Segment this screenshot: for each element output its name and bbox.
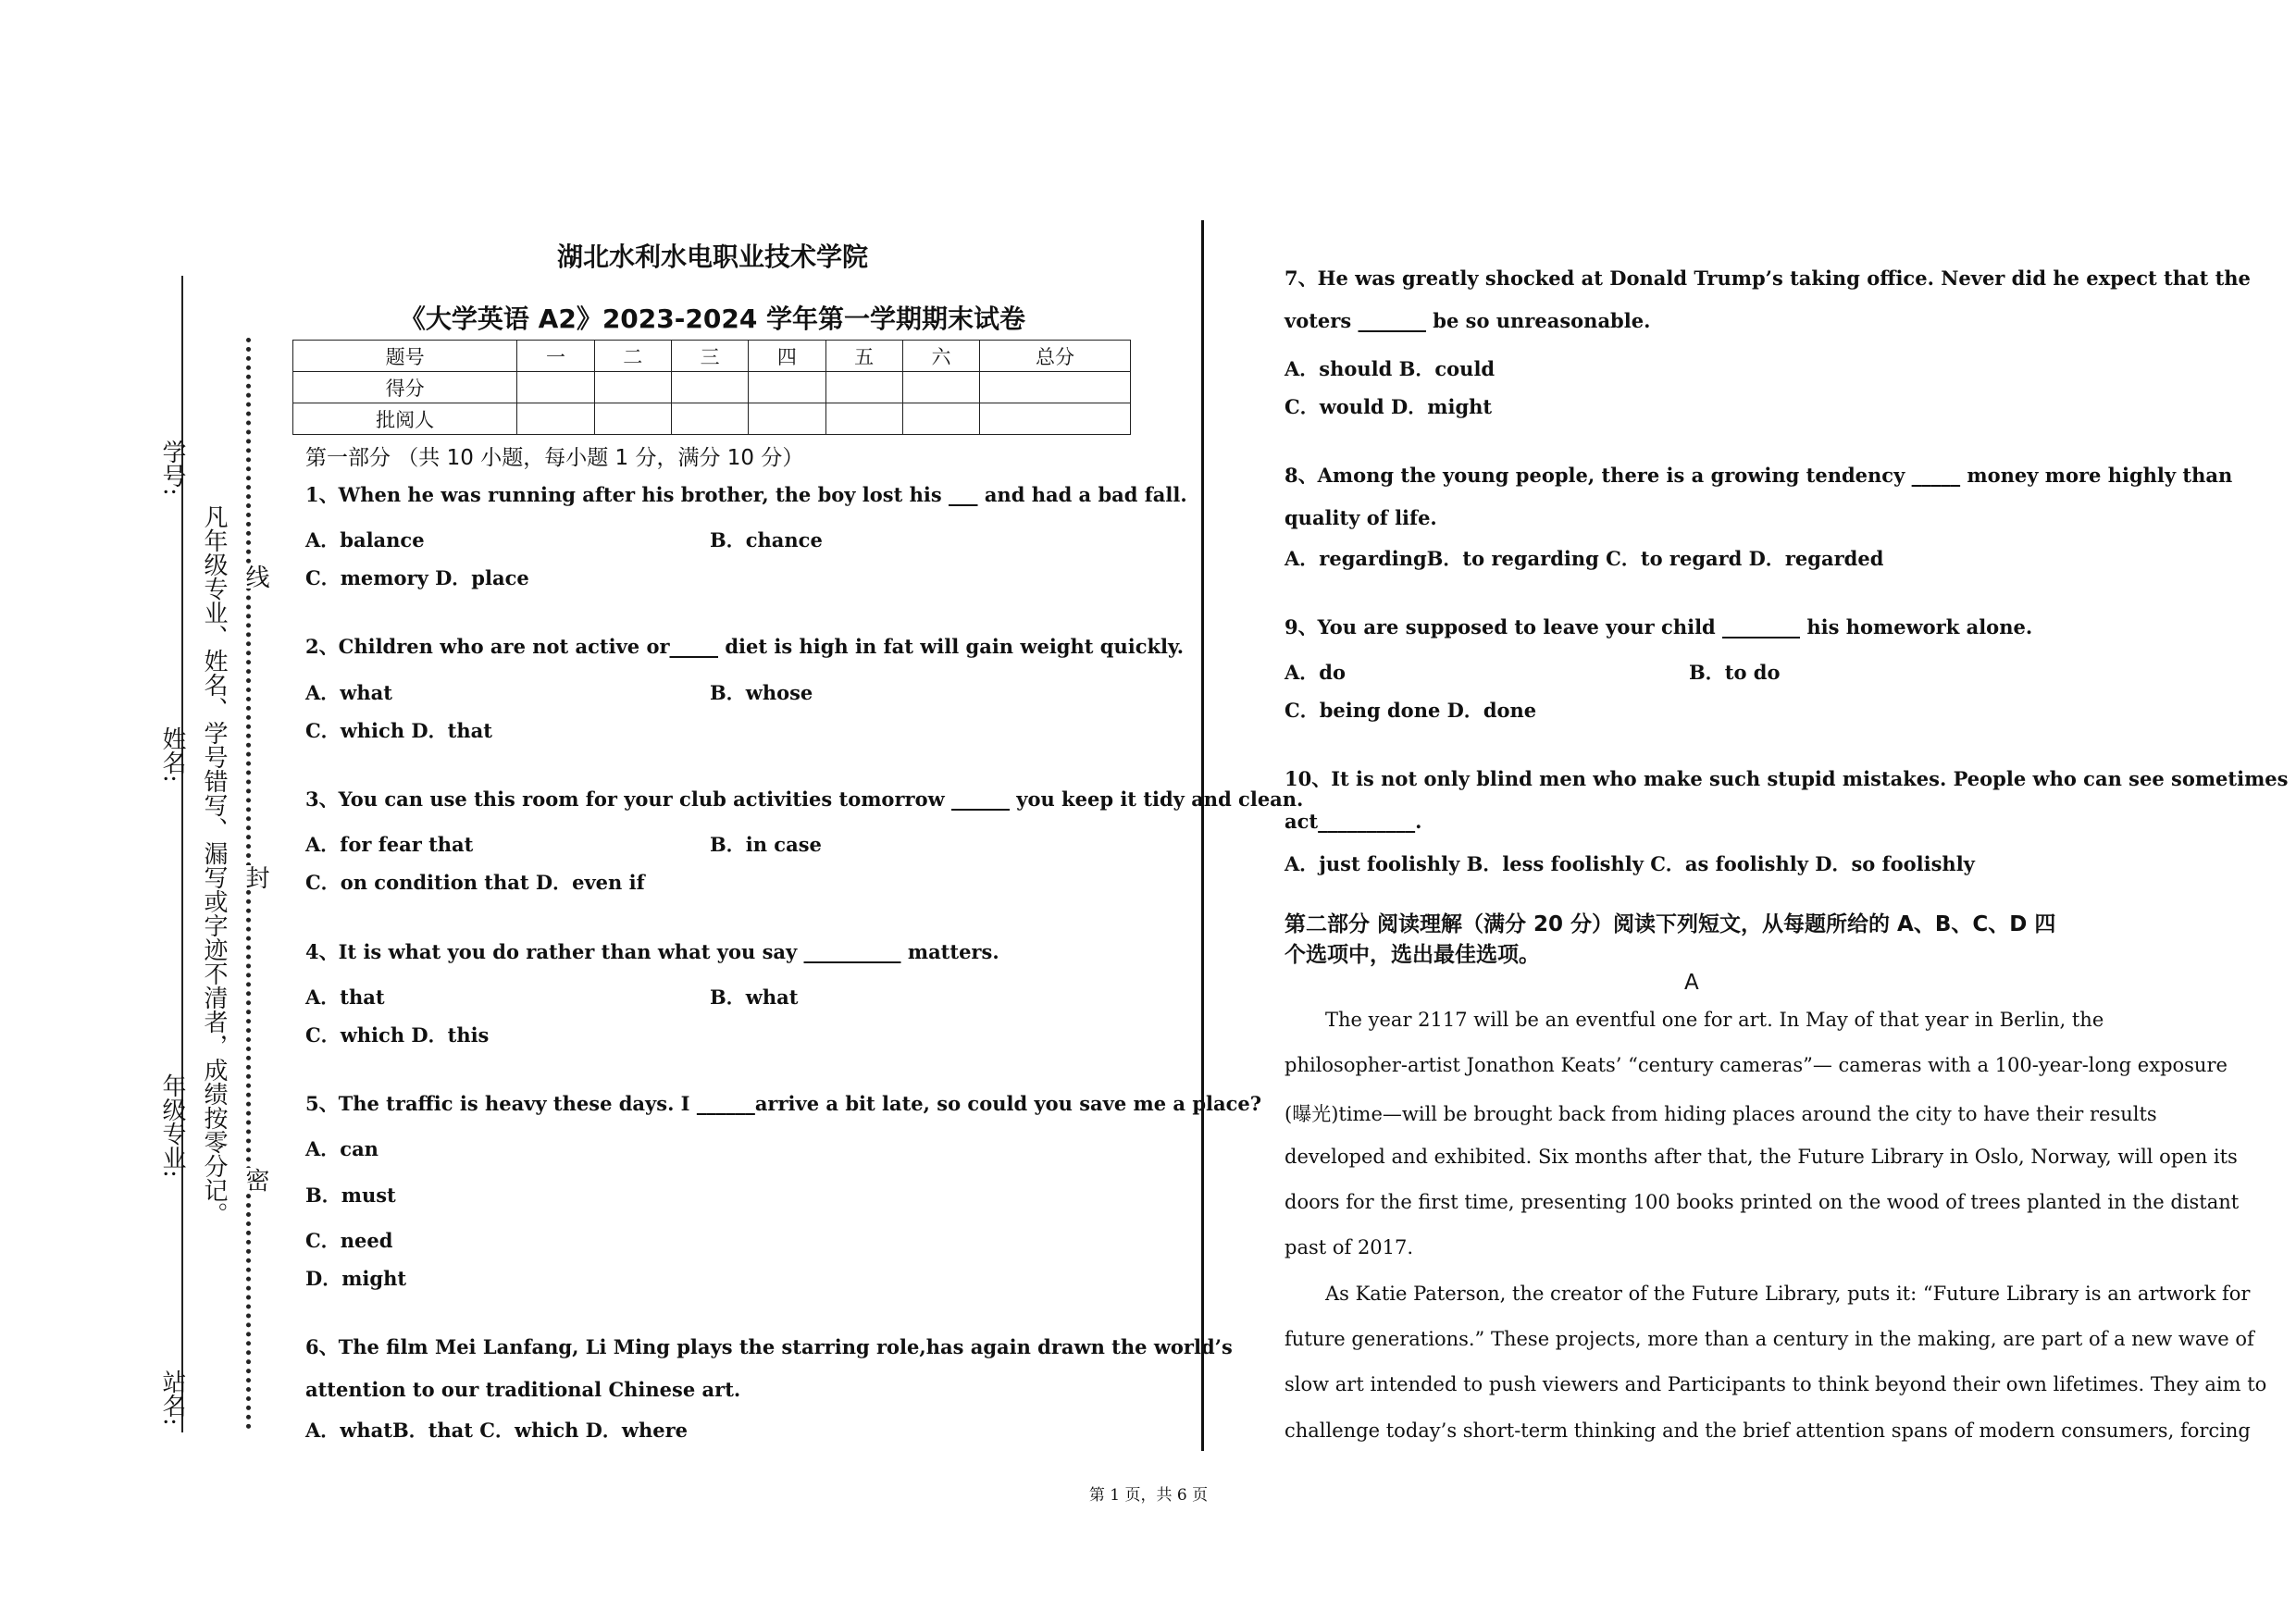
passage-line: challenge today’s short-term thinking and the brief attention spans of modern consumers, forcing: [1285, 1419, 2251, 1442]
seal-char-mi: 密: [239, 1168, 273, 1192]
score-table: [292, 340, 1131, 435]
table-header-cell: 六: [902, 341, 979, 372]
row-label-cell: 得分: [293, 372, 517, 403]
question-7-option-cd: C．would D．might: [1285, 395, 1493, 418]
grader-row: [293, 403, 1131, 435]
question-10-stem: 10、It is not only blind men who make such stupid mistakes. People who can see sometimes: [1285, 767, 2289, 790]
question-6-stem-cont: attention to our traditional Chinese art.: [305, 1378, 741, 1401]
question-1-stem: 1、When he was running after his brother, the boy lost his ___ and had a bad fall.: [305, 483, 1187, 506]
part1-heading: 第一部分 （共 10 小题，每小题 1 分，满分 10 分）: [305, 446, 804, 470]
question-9-option-a: A．do: [1285, 661, 1346, 684]
page-number: 第 1 页，共 6 页: [1088, 1486, 1209, 1505]
question-3-option-b: B．in case: [710, 833, 822, 856]
question-6-stem: 6、The film Mei Lanfang, Li Ming plays the starring role,has again drawn the world’s: [305, 1335, 1233, 1358]
exam-title: 《大学英语 A2》2023-2024 学年第一学期期末试卷: [399, 304, 1026, 334]
score-cell: [671, 372, 748, 403]
question-8-stem: 8、Among the young people, there is a growing tendency _____ money more highly than: [1285, 464, 2233, 487]
major-label: 年级专业:: [158, 1073, 186, 1178]
question-7-option-ab: A．should B．could: [1285, 357, 1496, 380]
question-9-option-b: B．to do: [1689, 661, 1781, 684]
score-cell: [825, 372, 902, 403]
passage-line: doors for the first time, presenting 100 books printed on the wood of trees planted in the distant: [1285, 1191, 2240, 1213]
question-5-option-d: D．might: [305, 1267, 407, 1290]
grader-cell: [671, 403, 748, 435]
question-5-option-b: B．must: [305, 1184, 396, 1207]
question-1-option-a: A．balance: [305, 528, 425, 552]
table-header-cell: 四: [749, 341, 825, 372]
passage-line: The year 2117 will be an eventful one for art. In May of that year in Berlin, the: [1325, 1009, 2104, 1031]
question-5-option-c: C．need: [305, 1229, 393, 1252]
passage-line: developed and exhibited. Six months after that, the Future Library in Oslo, Norway, will open its: [1285, 1146, 2238, 1168]
question-9-stem: 9、You are supposed to leave your child ________ his homework alone.: [1285, 615, 2033, 638]
question-4-option-cd: C．which D．this: [305, 1023, 490, 1047]
part2-heading-cont: 个选项中，选出最佳选项。: [1285, 943, 1540, 967]
question-2-stem: 2、Children who are not active or_____ diet is high in fat will gain weight quickly.: [305, 635, 1185, 658]
passage-line: (曝光)time—will be brought back from hiding places around the city to have their results: [1285, 1103, 2157, 1125]
table-header-cell: 总分: [980, 341, 1131, 372]
question-8-options: A．regardingB．to regarding C．to regard D．regarded: [1285, 547, 1884, 570]
question-7-stem: 7、He was greatly shocked at Donald Trump’s taking office. Never did he expect that the: [1285, 267, 2251, 290]
grader-cell: [517, 403, 594, 435]
seal-char-feng: 封: [239, 865, 273, 889]
score-cell: [517, 372, 594, 403]
school-name: 湖北水利水电职业技术学院: [556, 242, 868, 272]
question-1-option-cd: C．memory D．place: [305, 566, 529, 589]
question-6-options: A．whatB．that C．which D．where: [305, 1419, 689, 1442]
question-8-stem-cont: quality of life.: [1285, 506, 1437, 529]
table-header-cell: 五: [825, 341, 902, 372]
passage-line: past of 2017.: [1285, 1236, 1414, 1258]
passage-line: future generations.” These projects, more than a century in the making, are part of a new wave of: [1285, 1328, 2254, 1350]
question-10-options: A．just foolishly B．less foolishly C．as foolishly D．so foolishly: [1285, 852, 1975, 875]
question-3-option-a: A．for fear that: [305, 833, 474, 856]
question-5-stem: 5、The traffic is heavy these days. I ______arrive a bit late, so could you save me a place?: [305, 1092, 1262, 1115]
table-header-cell: 题号: [293, 341, 517, 372]
table-header-cell: 一: [517, 341, 594, 372]
question-7-stem-cont: voters _______ be so unreasonable.: [1285, 309, 1651, 332]
row-label-cell: 批阅人: [293, 403, 517, 435]
question-1-option-b: B．chance: [710, 528, 823, 552]
score-cell: [902, 372, 979, 403]
score-cell: [980, 372, 1131, 403]
grader-cell: [825, 403, 902, 435]
part2-heading: 第二部分 阅读理解（满分 20 分）阅读下列短文，从每题所给的 A、B、C、D 四: [1285, 912, 2056, 936]
question-5-option-a: A．can: [305, 1137, 379, 1160]
passage-label: A: [1684, 971, 1699, 995]
binding-notice: 凡年级专业、姓名、学号错写、漏写或字迹不清者，成绩按零分记。: [200, 504, 228, 1226]
grader-cell: [902, 403, 979, 435]
passage-line: As Katie Paterson, the creator of the Future Library, puts it: “Future Library is an artwork for: [1325, 1283, 2251, 1305]
column-divider: [1201, 220, 1204, 1451]
question-3-stem: 3、You can use this room for your club activities tomorrow ______ you keep it tidy and clean.: [305, 787, 1304, 811]
student-id-label: 学号:: [158, 440, 186, 496]
seal-char-xian: 线: [239, 564, 273, 589]
question-2-option-a: A．what: [305, 681, 392, 704]
grader-cell: [594, 403, 671, 435]
question-2-option-b: B．whose: [710, 681, 813, 704]
table-header-cell: 二: [594, 341, 671, 372]
name-label: 姓名:: [158, 726, 186, 783]
table-header-cell: 三: [671, 341, 748, 372]
score-cell: [749, 372, 825, 403]
question-4-stem: 4、It is what you do rather than what you say __________ matters.: [305, 940, 999, 963]
question-4-option-b: B．what: [710, 986, 799, 1009]
score-cell: [594, 372, 671, 403]
passage-line: slow art intended to push viewers and Participants to think beyond their own lifetimes. They aim to: [1285, 1373, 2267, 1395]
question-4-option-a: A．that: [305, 986, 385, 1009]
grader-cell: [980, 403, 1131, 435]
score-table-header-row: [293, 341, 1131, 372]
grader-cell: [749, 403, 825, 435]
question-2-option-cd: C．which D．that: [305, 719, 492, 742]
passage-line: philosopher-artist Jonathon Keats’ “century cameras”— cameras with a 100-year-long exposure: [1285, 1054, 2228, 1076]
score-row: [293, 372, 1131, 403]
question-3-option-cd: C．on condition that D．even if: [305, 871, 645, 894]
question-9-option-cd: C．being done D．done: [1285, 699, 1537, 722]
question-10-stem-cont: act__________.: [1285, 810, 1422, 833]
station-label: 站名:: [158, 1370, 186, 1426]
